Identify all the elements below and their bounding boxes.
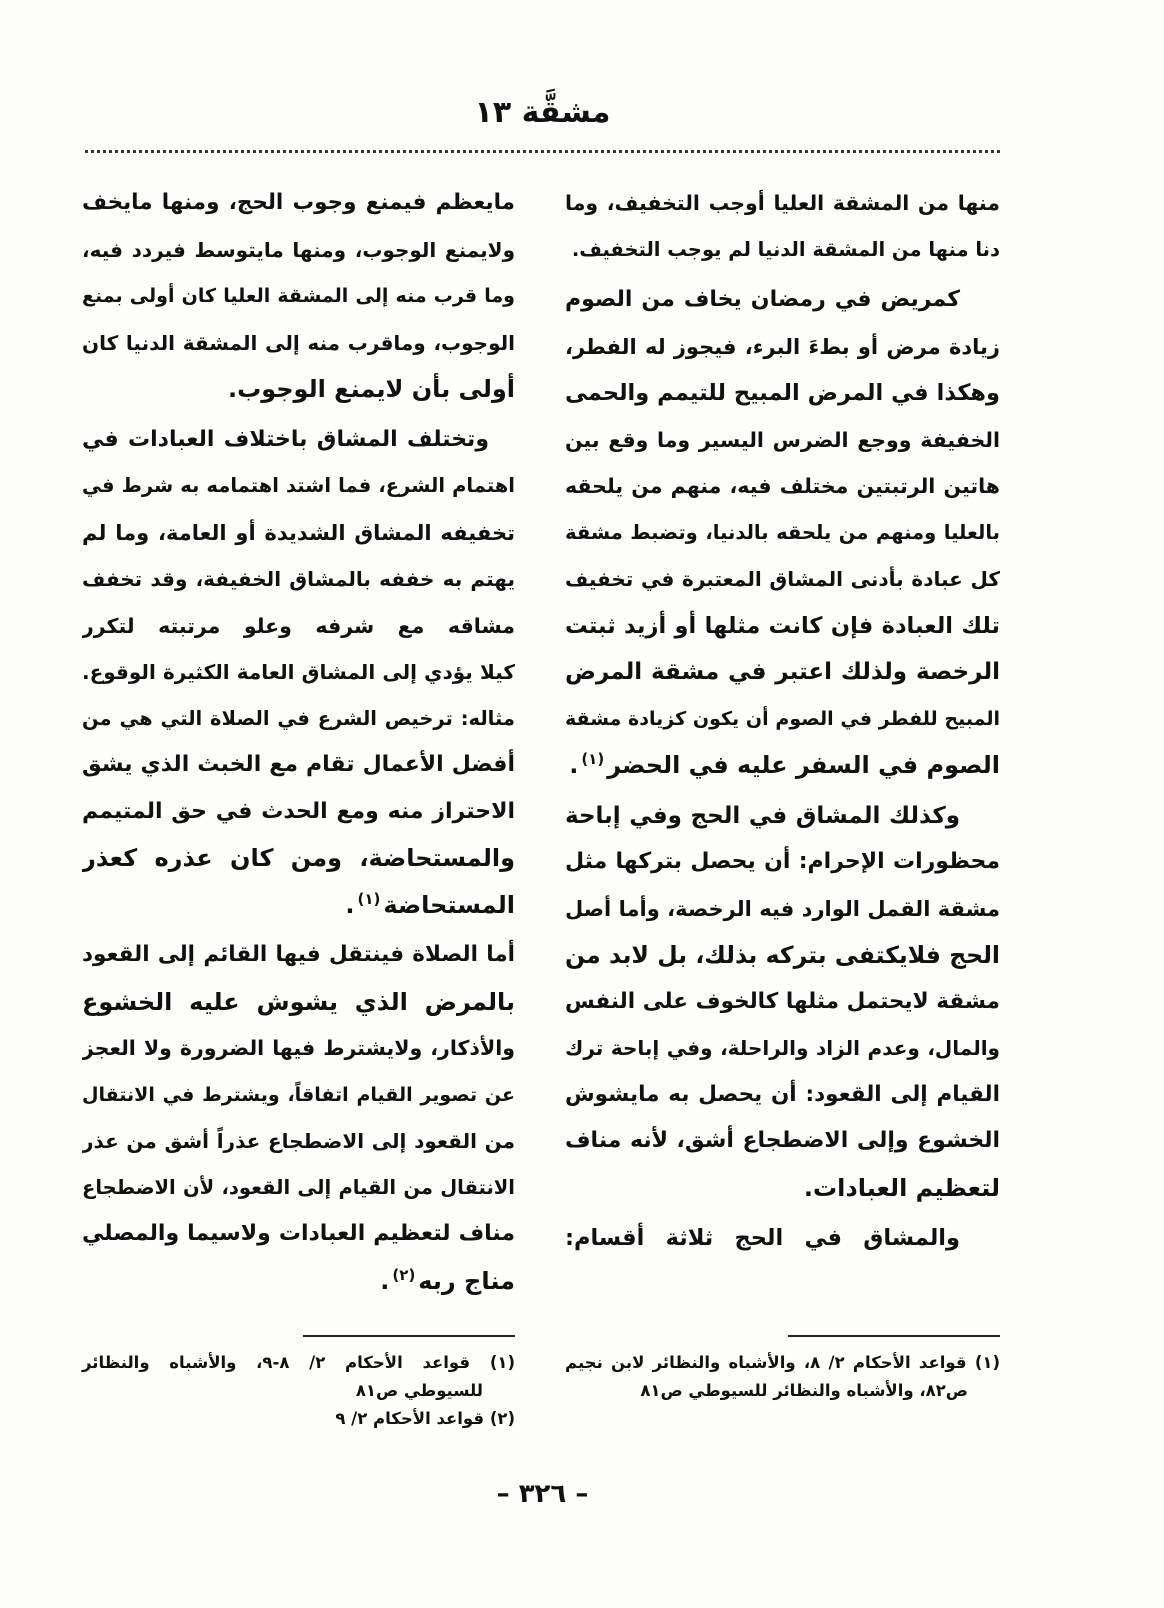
text-line: محظورات الإحرام: أن يحصل بتركها مثل	[565, 849, 1000, 874]
paragraph	[82, 932, 515, 1304]
footnotes-left	[82, 1349, 515, 1433]
text-line: والأذكار، ولايشترط فيها الضرورة ولا العجز	[82, 1036, 515, 1060]
text-line: مشاقه مع شرفه وعلو مرتبته لتكرر	[82, 613, 515, 638]
text-line: اهتمام الشرع، فما اشتد اهتمامه به شرط في	[82, 474, 515, 497]
text-line: الاحتراز منه ومع الحدث في حق المتيمم	[82, 798, 515, 824]
text-line: الخشوع وإلى الاضطجاع أشق، لأنه مناف	[565, 1128, 1000, 1153]
line-text: الصوم في السفر عليه في الحضر	[607, 751, 1000, 779]
text-line: والمشاق في الحج ثلاثة أقسام:	[565, 1225, 960, 1251]
paragraph	[82, 417, 515, 929]
footnote-rule	[303, 1335, 515, 1337]
text-line: المبيح للفطر في الصوم أن يكون كزيادة مشقة	[565, 707, 1000, 730]
text-line	[82, 1258, 515, 1305]
header-dotted-rule	[85, 150, 1000, 153]
paragraph	[565, 793, 1000, 1212]
text-line: كمريض في رمضان يخاف من الصوم	[565, 287, 960, 312]
footnote: (١) قواعد الأحكام ٢/ ٨-٩، والأشباه والنظائر للسيوطي ص٨١	[82, 1353, 515, 1400]
text-line: مايعظم فيمنع وجوب الحج، ومنها مايخف	[82, 190, 515, 215]
text-line: أولى بأن لايمنع الوجوب.	[227, 375, 515, 403]
text-line: كل عبادة بأدنى المشاق المعتبرة في تخفيف	[565, 567, 1000, 591]
text-line: مثاله: ترخيص الشرع في الصلاة التي هي من	[82, 706, 515, 730]
text-line: هاتين الرتبتين مختلف فيه، منهم من يلحقه	[565, 474, 1000, 498]
text-line: من القعود إلى الاضطجاع عذراً أشق من عذر	[82, 1129, 515, 1153]
running-header: مشقَّة ١٣	[474, 95, 611, 130]
paragraph	[82, 180, 515, 413]
text-line: أما الصلاة فينتقل فيها القائم إلى القعود	[82, 942, 515, 967]
paragraph	[565, 277, 1000, 789]
text-line: بالمرض الذي يشوش عليه الخشوع	[82, 987, 515, 1016]
footnote: (١) قواعد الأحكام ٢/ ٨، والأشباه والنظائر لابن نجيم ص٨٢، والأشباه والنظائر للسيوطي ص٨١	[565, 1353, 1000, 1400]
page-number: – ٣٢٦ –	[496, 1479, 589, 1509]
line-punctuation: .	[380, 1266, 390, 1295]
line-text: المستحاضة	[383, 890, 515, 919]
text-line: أفضل الأعمال تقام مع الخبث الذي يشق	[82, 752, 515, 777]
paragraph	[565, 180, 1000, 273]
footnotes-right	[565, 1349, 1000, 1405]
text-line: والمستحاضة، ومن كان عذره كعذر	[82, 844, 515, 872]
text-line: والمال، وعدم الزاد والراحلة، وفي إباحة ترك	[565, 1036, 1000, 1060]
text-line: وكذلك المشاق في الحج وفي إباحة	[565, 802, 960, 829]
text-line: بالعليا ومنهم من يلحقه بالدنيا، وتضبط مشقة	[565, 520, 1000, 544]
text-line: عن تصوير القيام اتفاقاً، ويشترط في الانتقال	[82, 1083, 515, 1106]
text-line: الخفيفة ووجع الضرس اليسير وما وقع بين	[565, 427, 1000, 452]
footnote-reference: (٢)	[392, 1265, 416, 1284]
text-line: مشقة لايحتمل مثلها كالخوف على النفس	[565, 988, 1000, 1014]
line-punctuation: .	[345, 890, 355, 919]
text-line: تلك العبادة فإن كانت مثلها أو أزيد ثبتت	[565, 612, 1000, 639]
text-line: مشقة القمل الوارد فيه الرخصة، وأما أصل	[565, 896, 1000, 921]
text-line: ولايمنع الوجوب، ومنها مايتوسط فيردد فيه،	[82, 237, 515, 262]
text-line: لتعظيم العبادات.	[803, 1173, 1000, 1202]
text-line: تخفيفه المشاق الشديدة أو العامة، وما لم	[82, 520, 515, 545]
text-line: الانتقال من القيام إلى القعود، لأن الاضطجاع	[82, 1175, 515, 1199]
text-line: القيام إلى القعود: أن يحصل به مايشوش	[565, 1081, 1000, 1107]
left-column	[82, 180, 515, 1304]
text-line: الوجوب، وماقرب منه إلى المشقة الدنيا كان	[82, 330, 515, 355]
text-line	[82, 882, 515, 929]
text-line: مناف لتعظيم العبادات ولاسيما والمصلي	[82, 1221, 515, 1246]
text-line: كيلا يؤدي إلى المشاق العامة الكثيرة الوقوع.	[82, 660, 515, 684]
text-line: يهتم به خففه بالمشاق الخفيفة، وقد تخفف	[82, 567, 515, 591]
line-punctuation: .	[569, 751, 579, 779]
right-column	[565, 180, 1000, 1262]
footnote-rule	[788, 1335, 1000, 1337]
footnote-reference: (١)	[357, 889, 381, 908]
text-line: الحج فلايكتفى بتركه بذلك، بل لابد من	[565, 941, 1000, 969]
text-line: الرخصة ولذلك اعتبر في مشقة المرض	[565, 659, 1000, 685]
text-line	[565, 742, 1000, 789]
text-line: وهكذا في المرض المبيح للتيمم والحمى	[565, 380, 1000, 406]
paragraph	[565, 1215, 1000, 1262]
text-line: وما قرب منه إلى المشقة العليا كان أولى بمنع	[82, 285, 515, 307]
text-line: منها من المشقة العليا أوجب التخفيف، وما	[565, 191, 1000, 215]
text-line: وتختلف المشاق باختلاف العبادات في	[82, 426, 489, 452]
line-text: مناج ربه	[418, 1266, 515, 1295]
text-line: زيادة مرض أو بطءَ البرء، فيجوز له الفطر،	[565, 334, 1000, 359]
footnote-reference: (١)	[581, 750, 605, 768]
text-line: دنا منها من المشقة الدنيا لم يوجب التخفيف.	[571, 237, 1000, 261]
footnote: (٢) قواعد الأحكام ٢/ ٩	[335, 1409, 515, 1428]
